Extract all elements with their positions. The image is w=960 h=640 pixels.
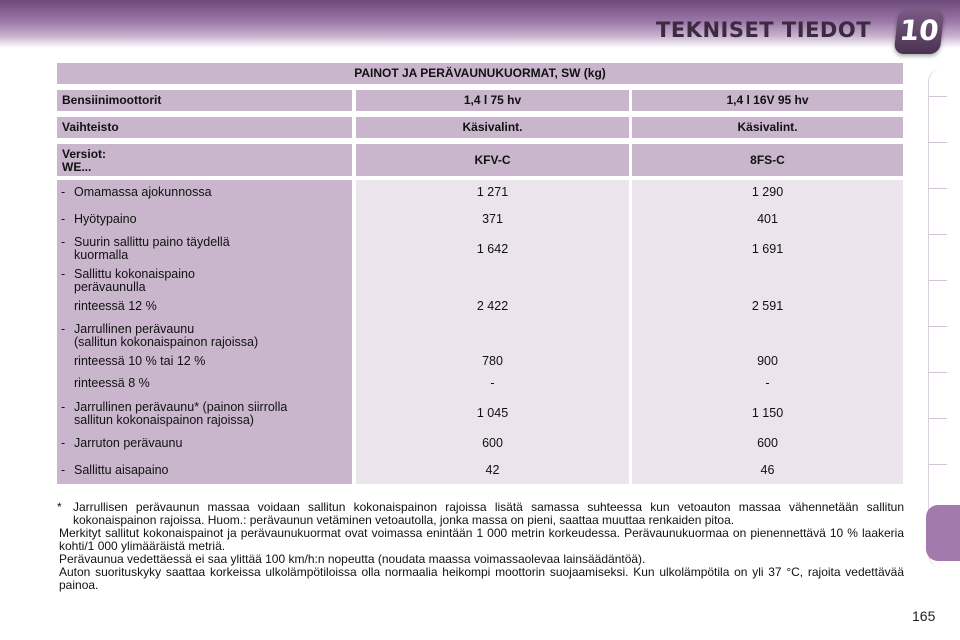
row-value: 42 — [485, 463, 500, 477]
row-value: - — [490, 376, 495, 390]
row-label: - Sallittu aisapaino — [61, 463, 169, 477]
row-value: 1 691 — [751, 242, 784, 256]
row-label: - Hyötypaino — [61, 212, 137, 226]
side-tabs — [928, 68, 960, 568]
note-temperature: Auton suorituskyky saattaa korkeissa ulkolämpötiloissa olla normaalia heikompi moottorin suojaamiseksi. Kun ulkolämpötila on yli 37 °C, rajoita vedettävää painoa. — [59, 565, 904, 592]
side-tab-divider — [929, 326, 947, 327]
row-value: 780 — [482, 354, 503, 368]
row-value: 1 271 — [476, 185, 509, 199]
row-value: 600 — [482, 436, 503, 450]
row-value: 1 290 — [751, 185, 784, 199]
row-label: - Jarruton perävaunu — [61, 436, 183, 450]
row-value: 1 150 — [751, 406, 784, 420]
note-altitude: Merkityt sallitut kokonaispainot ja perävaunukuormat ovat voimassa enintään 1 000 metrin korkeudessa. Perävaunukuormaa on pienennettävä 10 % laakeria kohti/1 000 ylimääräistä metriä. — [59, 526, 904, 553]
side-tab-divider — [929, 280, 947, 281]
engine-label: Bensiinimoottorit — [57, 90, 352, 111]
chapter-number: 10 — [897, 14, 941, 47]
row-value: 2 422 — [476, 299, 509, 313]
row-value: - — [765, 376, 770, 390]
footnote-star: * — [57, 500, 62, 514]
footnotes — [59, 501, 904, 592]
row-value: 1 642 — [476, 242, 509, 256]
row-value: 46 — [760, 463, 775, 477]
side-tab-divider — [929, 142, 947, 143]
side-tab-divider — [929, 234, 947, 235]
row-value: 900 — [757, 354, 778, 368]
row-label: - Sallittu kokonaispaino perävaunulla — [61, 267, 195, 294]
row-label: rinteessä 10 % tai 12 % — [74, 354, 206, 368]
row-value: 600 — [757, 436, 778, 450]
side-tab-divider — [929, 96, 947, 97]
row-label: - Jarrullinen perävaunu* (painon siirrolla sallitun kokonaispainon rajoissa) — [61, 400, 288, 427]
row-label: - Jarrullinen perävaunu (sallitun kokonaispainon rajoissa) — [61, 322, 259, 349]
row-value: 1 045 — [476, 406, 509, 420]
gearbox-col2: Käsivalint. — [632, 117, 903, 138]
row-label: rinteessä 8 % — [74, 376, 150, 390]
versions-label-line1: Versiot: — [62, 147, 107, 161]
engine-col1: 1,4 l 75 hv — [356, 90, 629, 111]
chapter-badge — [894, 10, 945, 54]
page-title: TEKNISET TIEDOT — [656, 18, 872, 42]
versions-col2: 8FS-C — [632, 144, 903, 176]
side-tab-divider — [929, 418, 947, 419]
gearbox-label: Vaihteisto — [57, 117, 352, 138]
chapter-tab-active[interactable] — [926, 505, 960, 561]
row-label: rinteessä 12 % — [74, 299, 157, 313]
engine-col2: 1,4 l 16V 95 hv — [632, 90, 903, 111]
row-value: 2 591 — [751, 299, 784, 313]
footnote-text: Jarrullisen perävaunun massaa voidaan sallitun kokonaispainon rajoissa lisätä samassa suhteessa kun vetoauton massaa vähennetään sallitun kokonaispainon rajoissa. Huom.: perävaunun vetäminen vetoautolla, jonka massa on pieni, saattaa muuttaa renkaiden pitoa. — [73, 500, 904, 527]
versions-col1: KFV-C — [356, 144, 629, 176]
side-tab-divider — [929, 372, 947, 373]
row-value: 401 — [757, 212, 778, 226]
row-value: 371 — [482, 212, 503, 226]
gearbox-col1: Käsivalint. — [356, 117, 629, 138]
page-number: 165 — [912, 608, 936, 624]
table-title: PAINOT JA PERÄVAUNUKUORMAT, SW (kg) — [57, 63, 903, 84]
row-label: - Suurin sallittu paino täydellä kuormalla — [61, 235, 230, 262]
side-tab-divider — [929, 464, 947, 465]
versions-label — [57, 144, 352, 176]
note-speed: Perävaunua vedettäessä ei saa ylittää 100 km/h:n nopeutta (noudata maassa voimassaolevaa lainsäädäntöä). — [59, 552, 646, 566]
versions-label-line2: WE... — [62, 160, 92, 174]
side-tab-divider — [929, 188, 947, 189]
row-label: - Omamassa ajokunnossa — [61, 185, 212, 199]
